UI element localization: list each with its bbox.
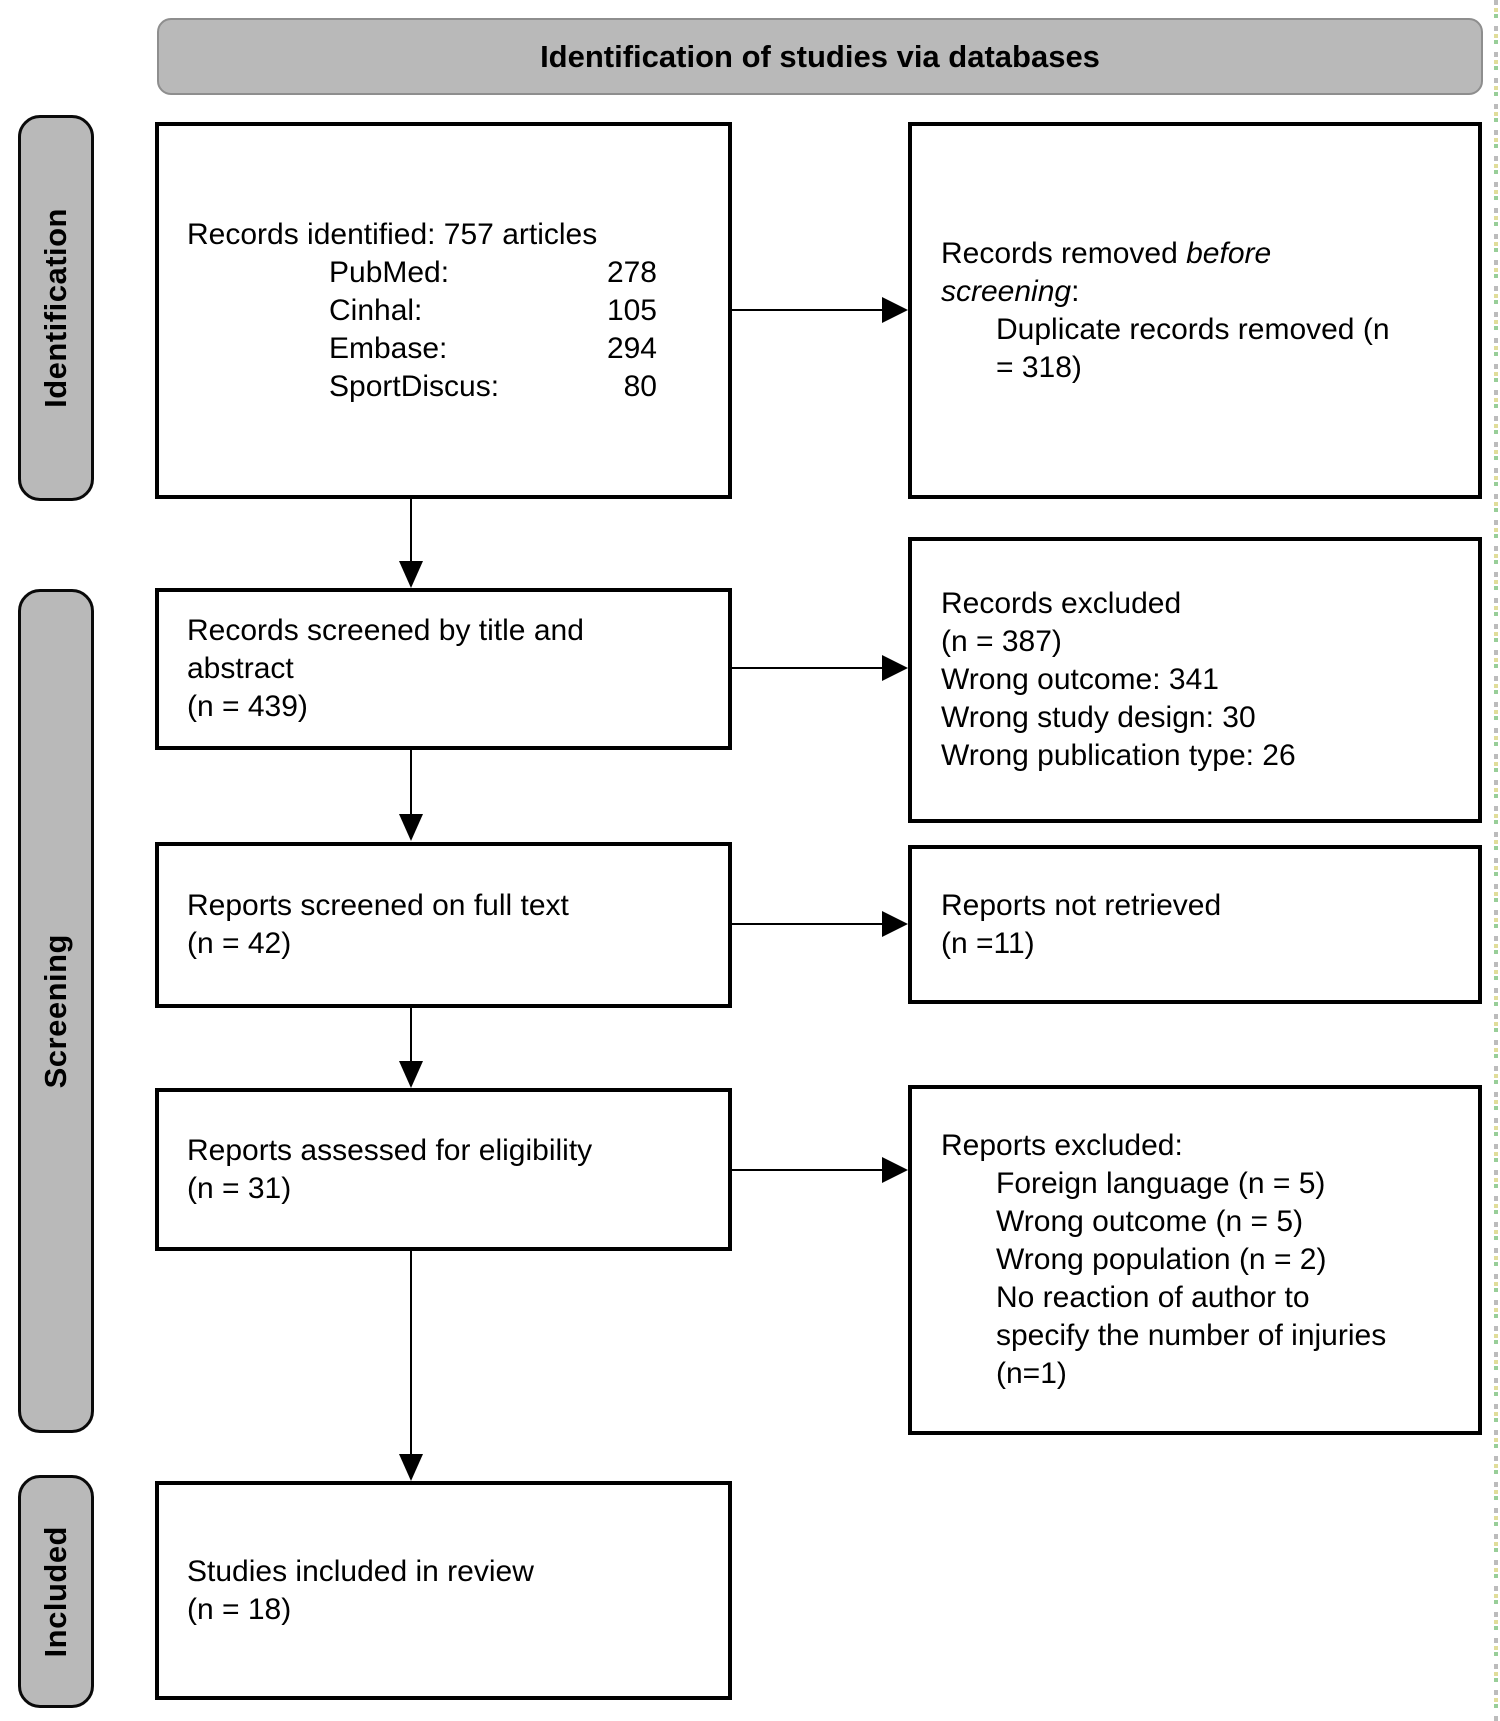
reports-excluded-reason: Wrong population (n = 2) [996, 1243, 1327, 1276]
arrow-head-down-icon [399, 561, 423, 588]
source-row-cinhal [329, 292, 657, 330]
records-removed-line2-italic: screening [941, 274, 1072, 308]
reports-excluded-title: Reports excluded: [941, 1129, 1183, 1162]
records-identified-title: Records identified: 757 articles [187, 217, 598, 251]
records-excluded-reason: Wrong publication type: 26 [941, 739, 1296, 772]
reports-excluded-reason: No reaction of author to specify the number of injuries (n=1) [996, 1281, 1387, 1390]
box-records-identified [155, 122, 732, 499]
arrow-head-down-icon [399, 814, 423, 841]
reports-assessed-count: (n = 31) [187, 1171, 292, 1205]
arrow-line [410, 750, 412, 814]
records-excluded-count: (n = 387) [941, 625, 1062, 658]
stage-included-label: Included [38, 1525, 73, 1658]
stage-screening-label: Screening [38, 933, 73, 1089]
reports-excluded-reason: Wrong outcome (n = 5) [996, 1205, 1304, 1238]
arrow-line [410, 499, 412, 561]
stage-identification-label: Identification [38, 208, 73, 408]
arrow-head-right-icon [882, 911, 908, 937]
records-removed-reason: Duplicate records removed (n = 318) [996, 312, 1390, 384]
studies-included-title: Studies included in review [187, 1554, 534, 1588]
page-edge-artifact [1494, 0, 1498, 1721]
stage-identification [18, 115, 94, 501]
records-removed-line2 [941, 273, 1401, 311]
stage-included [18, 1475, 94, 1708]
source-name: Embase: [329, 331, 448, 365]
arrow-line [732, 309, 882, 311]
source-row-embase [329, 330, 657, 368]
reports-not-retrieved-title: Reports not retrieved [941, 888, 1222, 922]
reports-excluded-reason: Foreign language (n = 5) [996, 1167, 1326, 1200]
source-count: 105 [606, 293, 657, 327]
banner-title: Identification of studies via databases [540, 38, 1100, 74]
box-records-excluded [908, 537, 1482, 823]
arrow-head-right-icon [882, 297, 908, 323]
records-removed-line1-regular: Records removed [941, 236, 1187, 270]
source-name: PubMed: [329, 255, 450, 289]
box-reports-assessed [155, 1088, 732, 1251]
box-records-screened [155, 588, 732, 750]
arrow-line [732, 667, 882, 669]
records-excluded-title: Records excluded [941, 587, 1182, 620]
studies-included-count: (n = 18) [187, 1592, 292, 1626]
records-removed-line2-regular: : [1071, 274, 1080, 308]
source-name: SportDiscus: [329, 369, 500, 403]
source-name: Cinhal: [329, 293, 423, 327]
reports-assessed-title: Reports assessed for eligibility [187, 1133, 593, 1167]
reports-not-retrieved-count: (n =11) [941, 926, 1035, 960]
records-excluded-reason: Wrong outcome: 341 [941, 663, 1219, 696]
arrow-line [732, 1169, 882, 1171]
reports-screened-title: Reports screened on full text [187, 889, 569, 922]
arrow-head-down-icon [399, 1454, 423, 1481]
arrow-head-down-icon [399, 1061, 423, 1088]
box-reports-excluded [908, 1085, 1482, 1435]
records-screened-count: (n = 439) [187, 690, 308, 723]
arrow-head-right-icon [882, 655, 908, 681]
records-removed-line1 [941, 235, 1401, 273]
banner-identification-via-databases [157, 18, 1483, 95]
stage-screening [18, 589, 94, 1433]
records-removed-line1-italic: before [1186, 236, 1272, 270]
box-reports-not-retrieved [908, 845, 1482, 1004]
arrow-head-right-icon [882, 1157, 908, 1183]
box-records-removed-before-screening [908, 122, 1482, 499]
source-row-pubmed [329, 254, 657, 292]
reports-screened-count: (n = 42) [187, 927, 292, 960]
arrow-line [732, 923, 882, 925]
source-row-sportdiscus [329, 368, 657, 406]
records-excluded-reason: Wrong study design: 30 [941, 701, 1256, 734]
box-studies-included [155, 1481, 732, 1700]
arrow-line [410, 1008, 412, 1061]
box-reports-screened [155, 842, 732, 1008]
records-screened-title: Records screened by title and abstract [187, 614, 584, 685]
arrow-line [410, 1251, 412, 1454]
source-count: 80 [623, 369, 657, 403]
source-count: 294 [606, 331, 657, 365]
source-count: 278 [606, 255, 657, 289]
